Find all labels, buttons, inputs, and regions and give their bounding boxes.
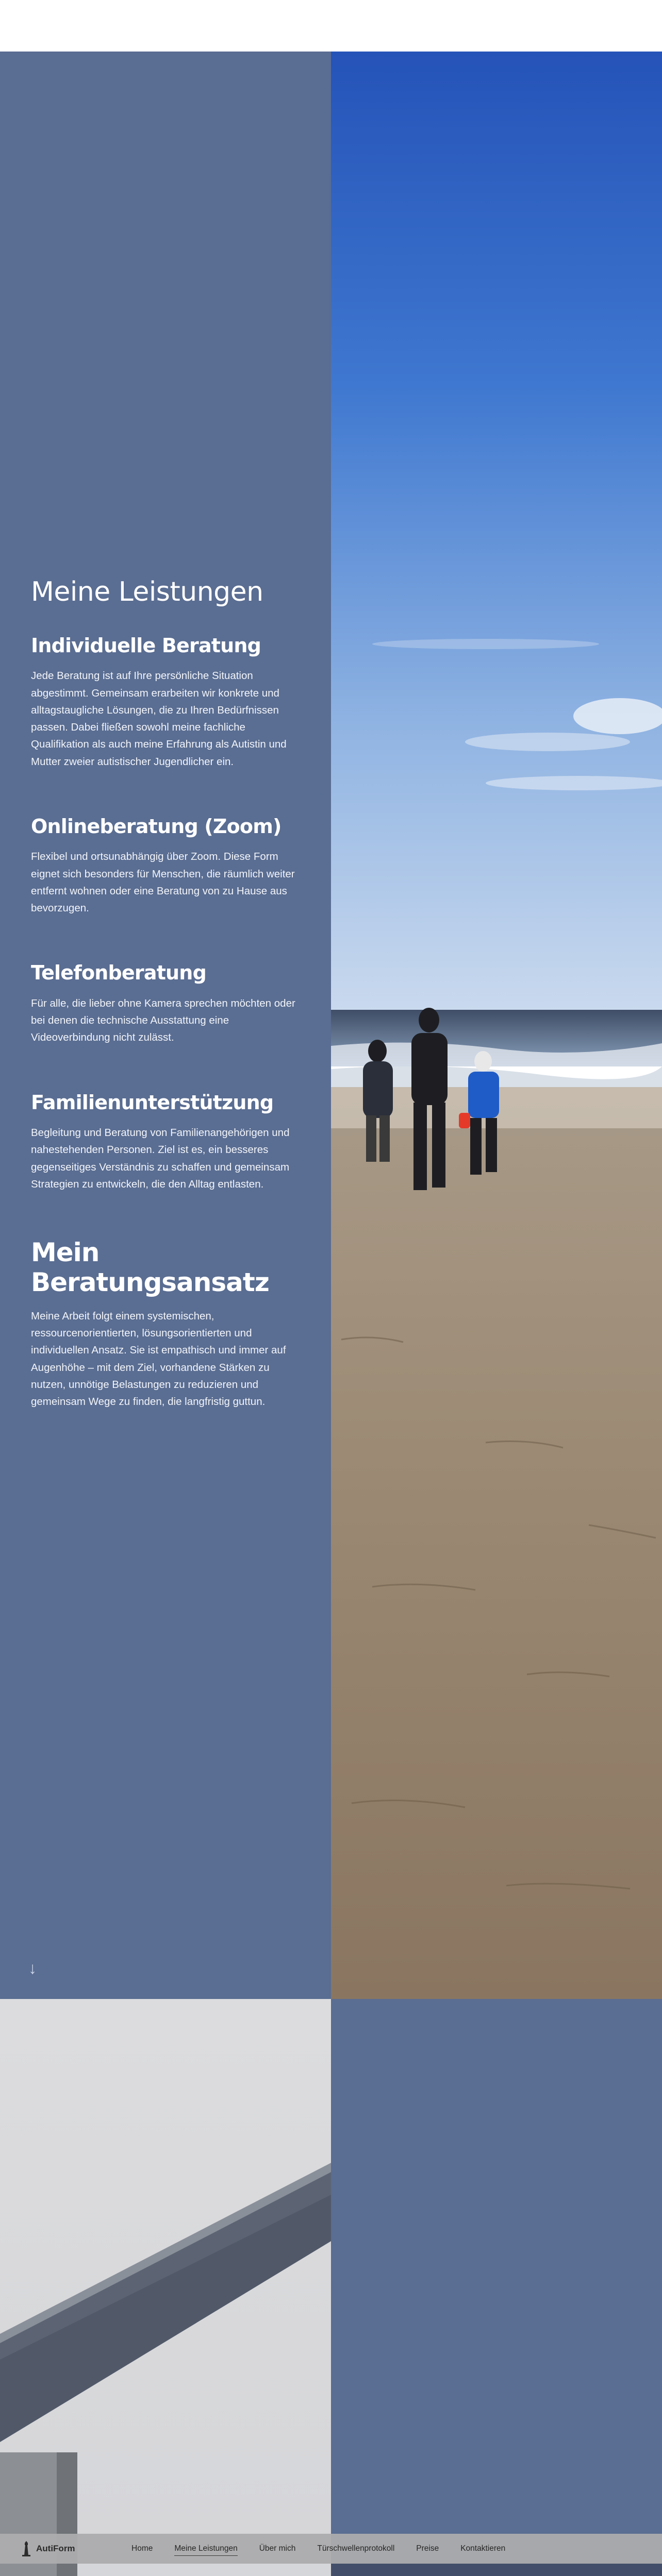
nav-item-ueber-mich[interactable]: Über mich bbox=[259, 2544, 296, 2553]
nav-item-kontaktieren[interactable]: Kontaktieren bbox=[460, 2544, 506, 2553]
services-title: Meine Leistungen bbox=[31, 577, 263, 607]
top-blank-area bbox=[0, 0, 662, 52]
nav-item-home[interactable]: Home bbox=[131, 2544, 153, 2553]
service-heading-individual: Individuelle Beratung bbox=[31, 634, 261, 657]
scroll-down-arrow-icon[interactable]: ↓ bbox=[28, 1959, 37, 1977]
services-content bbox=[31, 577, 304, 1455]
approach-text: Meine Arbeit folgt einem systemischen, ressourcenorientierten, lösungsorientierten und individuellen Ansatz. Sie ist empathisch und immer auf Augenhöhe – mit dem Ziel, vorhandene Stärken zu nutzen, unnötige Belastungen zu reduzieren und gemeinsam Wege zu finden, die langfristig guttun. bbox=[31, 1310, 286, 1408]
service-heading-phone: Telefonberatung bbox=[31, 961, 206, 985]
beach-photo bbox=[331, 52, 662, 1999]
nav-item-preise[interactable]: Preise bbox=[416, 2544, 439, 2553]
service-heading-family: Familienunterstützung bbox=[31, 1091, 274, 1114]
logo-text: AutiForm bbox=[36, 2544, 75, 2553]
approach-title: Mein Beratungsansatz bbox=[31, 1238, 269, 1297]
service-text-phone: Für alle, die lieber ohne Kamera sprechen möchten oder bei denen die technische Ausstattung eine Videoverbindung nicht zulässt. bbox=[31, 997, 295, 1044]
section-panel-blue bbox=[331, 1999, 662, 2535]
site-logo[interactable] bbox=[21, 2541, 131, 2556]
lighthouse-logo-icon bbox=[21, 2541, 32, 2556]
main-navigation bbox=[0, 2534, 662, 2564]
service-text-family: Begleitung und Beratung von Familienangehörigen und nahestehenden Personen. Ziel ist es, ein besseres gegenseitiges Verständnis zu schaffen und gemeinsam Strategien zu entwickeln, die den Alltag entlasten. bbox=[31, 1127, 290, 1190]
nav-item-tuerschwellenprotokoll[interactable]: Türschwellenprotokoll bbox=[317, 2544, 395, 2553]
service-heading-online: Onlineberatung (Zoom) bbox=[31, 815, 282, 838]
nav-menu bbox=[131, 2542, 527, 2556]
nav-item-leistungen[interactable]: Meine Leistungen bbox=[174, 2542, 237, 2556]
service-text-online: Flexibel und ortsunabhängig über Zoom. Diese Form eignet sich besonders für Menschen, die räumlich weiter entfernt wohnen oder eine Beratung von zu Hause aus bevorzugen. bbox=[31, 851, 295, 914]
service-text-individual: Jede Beratung ist auf Ihre persönliche Situation abgestimmt. Gemeinsam erarbeiten wir konkrete und alltagstaugliche Lösungen, die zu Ihren Bedürfnissen passen. Dabei fließen sowohl meine fachliche Qualifikation als auch meine Erfahrung als Autistin und Mutter zweier autistischer Jugendlicher ein. bbox=[31, 670, 287, 768]
bridge-dog-photo bbox=[0, 1999, 331, 2576]
